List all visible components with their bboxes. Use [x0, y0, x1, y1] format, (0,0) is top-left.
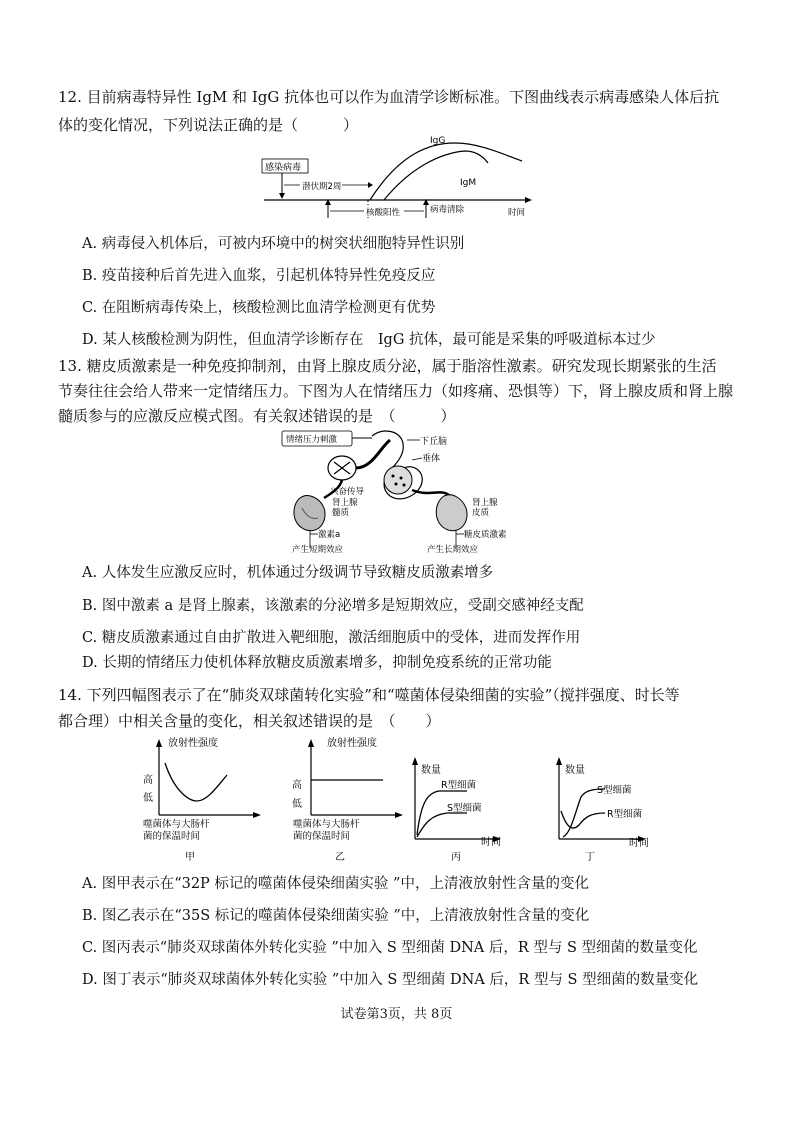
bing-xlabel: 时间	[481, 837, 501, 848]
yi-caption: 乙	[335, 852, 345, 863]
page-footer: 试卷第3页，共 8页	[340, 1007, 453, 1022]
jia-xlabel-1: 噬菌体与大肠杆	[143, 819, 210, 830]
q13-label-hypothalamus: 下丘脑	[420, 437, 448, 447]
jia-xlabel-2: 菌的保温时间	[143, 831, 201, 842]
q13-option-d: D. 长期的情绪压力使机体释放糖皮质激素增多，抑制免疫系统的正常功能	[82, 655, 552, 671]
q12-igg-curve	[370, 143, 522, 200]
q12-option-b: B. 疫苗接种后首先进入血浆，引起机体特异性免疫反应	[82, 268, 436, 284]
q14-option-d: D. 图丁表示“肺炎双球菌体外转化实验 ”中加入 S 型细菌 DNA 后，R 型与 S 型细菌的数量变化	[82, 972, 699, 988]
ding-r-label: R型细菌	[607, 809, 643, 820]
yi-low: 低	[292, 799, 302, 810]
ding-ylabel: 数量	[565, 765, 585, 776]
q14-option-b: B. 图乙表示在“35S 标记的噬菌体侵染细菌实验 ”中，上清液放射性含量的变化	[82, 908, 590, 924]
jia-high: 高	[143, 775, 153, 786]
q12-stem-line2: 体的变化情况，下列说法正确的是（ ）	[58, 116, 359, 134]
q13-label-long: 产生长期效应	[427, 545, 479, 555]
jia-caption: 甲	[185, 852, 195, 863]
q13-label-hormone-a: 激素a	[318, 530, 341, 540]
q13-stress-figure	[272, 428, 532, 556]
q13-label-pituitary: 垂体	[422, 454, 441, 464]
q13-label-stimulus: 情绪压力刺激	[286, 435, 338, 445]
yi-high: 高	[292, 780, 302, 791]
ding-xlabel: 时间	[629, 838, 649, 849]
q12-antibody-figure	[260, 133, 540, 223]
yi-xlabel-2: 菌的保温时间	[293, 831, 351, 842]
q12-option-d: D. 某人核酸检测为阴性，但血清学诊断存在 IgG 抗体，最可能是采集的呼吸道标本过少	[82, 332, 656, 348]
q12-label-cleared: 病毒清除	[430, 205, 465, 215]
q13-stem-line3: 髓质参与的应激反应模式图。有关叙述错误的是 （ ）	[58, 407, 456, 425]
chart-ding	[556, 757, 649, 863]
bing-r-label: R型细菌	[441, 780, 477, 791]
ding-caption: 丁	[585, 852, 595, 863]
q12-label-incubation: 潜伏期2周	[302, 182, 342, 192]
q12-label-nucleic: 核酸阳性	[366, 208, 401, 218]
q13-option-b: B. 图中激素 a 是肾上腺素，该激素的分泌增多是短期效应，受副交感神经支配	[82, 598, 584, 614]
jia-ylabel: 放射性强度	[168, 738, 218, 749]
chart-yi	[292, 736, 403, 863]
bing-caption: 丙	[451, 852, 461, 863]
q13-stem-line1: 13. 糖皮质激素是一种免疫抑制剂，由肾上腺皮质分泌，属于脂溶性激素。研究发现长期紧张的生活	[58, 357, 717, 375]
ding-s-label: S型细菌	[597, 785, 632, 796]
ding-r-curve	[561, 811, 605, 828]
q13-label-medulla-1: 肾上腺	[332, 498, 358, 508]
q12-igm-curve	[384, 151, 488, 200]
jia-curve	[165, 763, 227, 801]
q12-label-igg: IgG	[430, 136, 446, 146]
q13-option-c: C. 糖皮质激素通过自由扩散进入靶细胞，激活细胞质中的受体，进而发挥作用	[82, 630, 581, 646]
q12-stem-line1: 12. 目前病毒特异性 IgM 和 IgG 抗体也可以作为血清学诊断标准。下图曲线表示病毒感染人体后抗	[58, 88, 720, 106]
q13-label-short: 产生短期效应	[292, 545, 344, 555]
q14-stem-line2: 都合理）中相关含量的变化，相关叙述错误的是 （ ）	[58, 712, 441, 730]
q14-charts	[135, 733, 665, 865]
q13-label-cortex-1: 肾上腺	[472, 498, 498, 508]
q12-option-c: C. 在阻断病毒传染上，核酸检测比血清学检测更有优势	[82, 300, 436, 316]
q12-option-a: A. 病毒侵入机体后，可被内环境中的树突状细胞特异性识别	[82, 236, 465, 252]
q12-label-time: 时间	[508, 208, 526, 218]
chart-jia	[143, 736, 261, 863]
chart-bing	[412, 757, 501, 863]
q13-stem-line2: 节奏往往会给人带来一定情绪压力。下图为人在情绪压力（如疼痛、恐惧等）下，肾上腺皮质和肾上腺	[58, 382, 734, 400]
q14-option-c: C. 图丙表示“肺炎双球菌体外转化实验 ”中加入 S 型细菌 DNA 后，R 型与 S 型细菌的数量变化	[82, 940, 698, 956]
q13-label-glucocorticoid: 糖皮质激素	[464, 530, 507, 540]
q13-label-excitation: 兴奋传导	[330, 487, 365, 497]
q12-label-igm: IgM	[460, 178, 477, 188]
q14-stem-line1: 14. 下列四幅图表示了在“肺炎双球菌转化实验”和“噬菌体侵染细菌的实验”（搅拌强度、时长等	[58, 686, 680, 704]
q12-label-infection: 感染病毒	[265, 163, 302, 173]
q13-label-medulla-2: 髓质	[332, 508, 350, 518]
bing-s-label: S型细菌	[447, 803, 482, 814]
yi-ylabel: 放射性强度	[327, 738, 377, 749]
q14-option-a: A. 图甲表示在“32P 标记的噬菌体侵染细菌实验 ”中，上清液放射性含量的变化	[82, 876, 589, 892]
q13-label-cortex-2: 皮质	[472, 508, 490, 518]
q13-adrenal-cortex	[436, 495, 467, 531]
q13-adrenal-medulla	[294, 496, 325, 531]
bing-s-curve	[417, 813, 467, 837]
jia-low: 低	[143, 793, 153, 804]
q13-option-a: A. 人体发生应激反应时，机体通过分级调节导致糖皮质激素增多	[82, 565, 494, 581]
bing-ylabel: 数量	[421, 765, 441, 776]
yi-xlabel-1: 噬菌体与大肠杆	[293, 819, 360, 830]
